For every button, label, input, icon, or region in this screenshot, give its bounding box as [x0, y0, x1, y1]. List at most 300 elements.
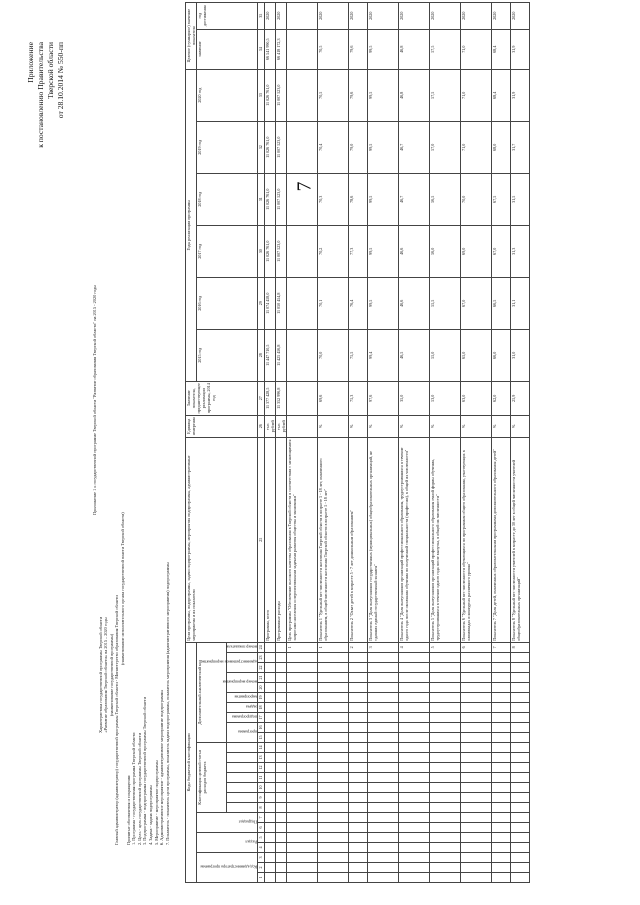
- header-csr-sub: [227, 763, 258, 773]
- row-year-value: 70,5: [318, 69, 349, 121]
- code-cell: [276, 642, 287, 652]
- code-cell: [492, 813, 511, 823]
- row-year-value: 46,6: [399, 277, 430, 329]
- appendix-line-3: Тверской области: [46, 42, 55, 99]
- code-cell: [276, 863, 287, 873]
- header-csr-sub: [227, 783, 258, 793]
- document-header: [92, 285, 170, 845]
- row-year-value: 77,3: [349, 225, 368, 277]
- header-year-3: 2017 год: [197, 225, 258, 277]
- code-cell: [492, 733, 511, 743]
- code-cell: [399, 653, 430, 663]
- row-name: Показатель 4 "Доля выпускников организаций профессионального образования, трудоустроившихся в течение одного года после окончания обучения по полученной специальности (профессии), в общей их численности": [399, 437, 430, 642]
- code-cell: [368, 653, 399, 663]
- row-target-year: 2020: [511, 2, 530, 29]
- code-cell: [461, 723, 492, 733]
- row-target: 71,0: [461, 29, 492, 69]
- code-cell: [318, 793, 349, 803]
- code-cell: [492, 763, 511, 773]
- column-number: 13: [258, 753, 265, 763]
- code-cell: [492, 713, 511, 723]
- row-year-value: 31,5: [511, 173, 530, 225]
- code-cell: [265, 683, 276, 693]
- code-cell: [430, 823, 461, 833]
- code-cell: 1: [287, 642, 318, 652]
- row-year-value: 65,0: [461, 329, 492, 381]
- code-cell: [492, 833, 511, 843]
- row-target-year: 2020: [461, 2, 492, 29]
- code-cell: [265, 693, 276, 703]
- code-cell: [492, 803, 511, 813]
- code-cell: [461, 753, 492, 763]
- row-base: 35,0: [399, 381, 430, 415]
- code-cell: [399, 863, 430, 873]
- row-year-value: 69,0: [461, 225, 492, 277]
- column-number: 32: [258, 121, 265, 173]
- row-year-value: 57,0: [430, 121, 461, 173]
- header-programma: программа: [227, 723, 258, 743]
- code-cell: [287, 753, 318, 763]
- code-cell: [399, 843, 430, 853]
- code-cell: [265, 863, 276, 873]
- code-cell: [287, 813, 318, 823]
- code-cell: 3: [368, 642, 399, 652]
- column-number: 4: [258, 843, 265, 853]
- row-year-value: 31,1: [511, 277, 530, 329]
- code-cell: [399, 673, 430, 683]
- row-year-value: 75,5: [349, 329, 368, 381]
- code-cell: [318, 723, 349, 733]
- code-cell: [349, 723, 368, 733]
- code-cell: [276, 733, 287, 743]
- row-year-value: 46,5: [399, 329, 430, 381]
- notes-3: 3. Подпрограмма - подпрограмма государственной программы Тверской области: [142, 697, 148, 845]
- code-cell: [368, 693, 399, 703]
- row-name: Цель программы "Обеспечение высокого качества образования в Тверской области в соответствии с меняющимися запросами населения и перспективными задачами развития общества и экономики": [287, 437, 318, 642]
- row-year-value: 11 007 523,0: [276, 225, 287, 277]
- row-year-value: 67,5: [492, 173, 511, 225]
- row-year-value: 99,5: [368, 173, 399, 225]
- code-cell: [349, 853, 368, 863]
- row-year-value: 46,7: [399, 173, 430, 225]
- code-cell: [511, 803, 530, 813]
- code-cell: [349, 873, 368, 883]
- code-cell: [265, 743, 276, 753]
- row-year-value: 68,4: [492, 69, 511, 121]
- code-cell: [461, 713, 492, 723]
- code-cell: [399, 813, 430, 823]
- row-year-value: 66,0: [492, 329, 511, 381]
- row-name: Показатель 7 "Доля детей, охваченных образовательными программами дополнительного образования детей": [492, 437, 511, 642]
- code-cell: [461, 693, 492, 703]
- code-cell: [492, 653, 511, 663]
- code-cell: [399, 783, 430, 793]
- row-base: 53,0: [430, 381, 461, 415]
- code-cell: [368, 733, 399, 743]
- code-cell: [265, 663, 276, 673]
- code-cell: [349, 673, 368, 683]
- code-cell: [492, 823, 511, 833]
- column-number: 2: [258, 863, 265, 873]
- row-target: 79,6: [349, 29, 368, 69]
- column-number: 15: [258, 733, 265, 743]
- header-adm: административное мероприятие: [227, 653, 258, 673]
- row-target-year: 2020: [399, 2, 430, 29]
- code-cell: [511, 703, 530, 713]
- row-year-value: 11 447 710,5: [265, 329, 276, 381]
- code-cell: [276, 743, 287, 753]
- row-name: Показатель 2 "Охват детей в возрасте 5 - 7 лет дошкольным образованием": [349, 437, 368, 642]
- row-year-value: 79,6: [349, 69, 368, 121]
- column-number: 16: [258, 723, 265, 733]
- code-cell: [399, 763, 430, 773]
- row-base: 75,3: [349, 381, 368, 415]
- code-cell: [265, 873, 276, 883]
- row-unit: [287, 415, 318, 437]
- code-cell: [511, 833, 530, 843]
- code-cell: [287, 693, 318, 703]
- code-cell: [399, 853, 430, 863]
- row-year-value: 31,0: [511, 329, 530, 381]
- header-year-5: 2019 год: [197, 121, 258, 173]
- row-unit: %: [349, 415, 368, 437]
- code-cell: [368, 683, 399, 693]
- code-cell: [287, 763, 318, 773]
- row-year-value: [287, 225, 318, 277]
- code-cell: [430, 673, 461, 683]
- row-year-value: 46,6: [399, 225, 430, 277]
- row-target: 31,9: [511, 29, 530, 69]
- row-target-year: 2020: [265, 2, 276, 29]
- row-target-year: 2020: [492, 2, 511, 29]
- code-cell: [492, 853, 511, 863]
- code-cell: [265, 853, 276, 863]
- row-year-value: 78,6: [349, 173, 368, 225]
- column-number: 24: [258, 642, 265, 652]
- row-year-value: 11 007 523,0: [276, 173, 287, 225]
- code-cell: [287, 843, 318, 853]
- header-target: Целевое (суммарное) значение показателя: [186, 2, 197, 69]
- header-dop: Дополнительный аналитический код: [197, 642, 227, 742]
- code-cell: [461, 673, 492, 683]
- code-cell: [461, 813, 492, 823]
- code-cell: [511, 813, 530, 823]
- code-cell: [349, 693, 368, 703]
- code-cell: [368, 863, 399, 873]
- row-base: 25,9: [511, 381, 530, 415]
- code-cell: [399, 803, 430, 813]
- column-number: 11: [258, 773, 265, 783]
- row-year-value: 11 074 458,0: [265, 277, 276, 329]
- column-number: 28: [258, 329, 265, 381]
- code-cell: [318, 713, 349, 723]
- row-target-year: [287, 2, 318, 29]
- row-year-value: [287, 173, 318, 225]
- code-cell: [287, 653, 318, 663]
- code-cell: [492, 703, 511, 713]
- row-unit: %: [430, 415, 461, 437]
- row-unit: %: [492, 415, 511, 437]
- code-cell: [276, 703, 287, 713]
- table-row: [399, 2, 430, 882]
- column-number: 20: [258, 683, 265, 693]
- code-cell: [287, 873, 318, 883]
- code-cell: [318, 823, 349, 833]
- row-target: 66 418 172,3: [276, 29, 287, 69]
- row-year-value: 99,5: [368, 121, 399, 173]
- header-csr-sub: [227, 803, 258, 813]
- row-target-year: 2020: [368, 2, 399, 29]
- row-target-year: 2020: [276, 2, 287, 29]
- code-cell: [430, 853, 461, 863]
- row-year-value: [287, 69, 318, 121]
- code-cell: [318, 853, 349, 863]
- notes-1: 1. Программа - государственная программа Тверской области: [131, 732, 137, 845]
- row-year-value: 11 007 523,0: [276, 121, 287, 173]
- code-cell: [430, 873, 461, 883]
- row-year-value: 11 007 523,0: [276, 69, 287, 121]
- code-cell: [511, 753, 530, 763]
- code-cell: [276, 803, 287, 813]
- code-cell: [287, 733, 318, 743]
- code-cell: [287, 673, 318, 683]
- row-year-value: 99,5: [368, 277, 399, 329]
- code-cell: [287, 853, 318, 863]
- header-line-a: Характеристика государственной программы Тверской области: [97, 616, 103, 734]
- code-cell: [276, 653, 287, 663]
- code-cell: [511, 853, 530, 863]
- row-unit: %: [461, 415, 492, 437]
- code-cell: [492, 843, 511, 853]
- code-cell: [368, 743, 399, 753]
- table-row: [511, 2, 530, 882]
- code-cell: [349, 743, 368, 753]
- code-cell: [318, 653, 349, 663]
- code-cell: [287, 683, 318, 693]
- header-meropr: мероприятие: [227, 693, 258, 703]
- header-line-b: «Развитие образования Тверской области» на 2015 – 2020 годы: [103, 617, 109, 733]
- code-cell: [511, 783, 530, 793]
- table-row: [368, 2, 399, 882]
- characteristics-table-wrap: [185, 2, 530, 883]
- column-number: 25: [258, 437, 265, 642]
- code-cell: 4: [399, 642, 430, 652]
- header-base: Значение показателя, предшествующее реализации программы, 2014 год: [186, 381, 258, 415]
- code-cell: [399, 663, 430, 673]
- header-unit: Единица измерения: [186, 415, 258, 437]
- code-cell: [492, 683, 511, 693]
- code-cell: [276, 713, 287, 723]
- appendix-line-1: Приложение: [26, 42, 35, 83]
- row-unit: %: [368, 415, 399, 437]
- code-cell: [318, 863, 349, 873]
- row-unit: тыс. рублей: [265, 415, 276, 437]
- notes-4: 4. Задача - задача подпрограммы: [147, 785, 153, 845]
- column-number: 33: [258, 69, 265, 121]
- code-cell: [461, 833, 492, 843]
- row-target-year: 2020: [349, 2, 368, 29]
- column-number: 19: [258, 693, 265, 703]
- code-cell: [430, 783, 461, 793]
- code-cell: [287, 783, 318, 793]
- row-year-value: 70,3: [318, 173, 349, 225]
- code-cell: [492, 783, 511, 793]
- code-cell: [492, 663, 511, 673]
- header-title: Приложение 1 к государственной программе Тверской области "Развитие образования Тверской области" на 2015 - 2020 годы: [92, 284, 97, 515]
- code-cell: [368, 773, 399, 783]
- code-cell: [399, 723, 430, 733]
- header-zadacha: задача: [227, 703, 258, 713]
- row-year-value: 67,0: [492, 225, 511, 277]
- row-year-value: 66,5: [492, 277, 511, 329]
- code-cell: [430, 663, 461, 673]
- code-cell: [511, 663, 530, 673]
- code-cell: [276, 683, 287, 693]
- code-cell: [265, 653, 276, 663]
- code-cell: [349, 793, 368, 803]
- header-year-6: 2020 год: [197, 69, 258, 121]
- code-cell: [349, 783, 368, 793]
- code-cell: [511, 763, 530, 773]
- code-cell: [461, 823, 492, 833]
- code-cell: [318, 753, 349, 763]
- column-number: 1: [258, 873, 265, 883]
- code-cell: [368, 833, 399, 843]
- code-cell: [492, 693, 511, 703]
- code-cell: [461, 663, 492, 673]
- notes-7: 7. Показатель - показатель цели программы, показатель задачи подпрограммы, показатель мероприятия (административного мероприятия) подпрограммы: [164, 562, 170, 845]
- code-cell: [430, 723, 461, 733]
- row-year-value: 99,5: [368, 69, 399, 121]
- column-number: 27: [258, 381, 265, 415]
- code-cell: [318, 773, 349, 783]
- code-cell: [461, 703, 492, 713]
- code-cell: [511, 683, 530, 693]
- column-number: 29: [258, 277, 265, 329]
- column-number: 8: [258, 803, 265, 813]
- code-cell: [276, 663, 287, 673]
- code-cell: [349, 733, 368, 743]
- code-cell: [399, 743, 430, 753]
- row-name: Показатель 5 "Доля выпускников организаций профессионального образования очной формы обучения, трудоустроившихся в течение одного года после выпуска, в общей их численности": [430, 437, 461, 642]
- code-cell: [276, 773, 287, 783]
- code-cell: [430, 703, 461, 713]
- row-year-value: 68,0: [492, 121, 511, 173]
- header-line-c: (наименование государственной программы): [108, 633, 114, 717]
- code-cell: [461, 863, 492, 873]
- row-year-value: 31,7: [511, 121, 530, 173]
- row-year-value: 70,1: [318, 277, 349, 329]
- code-cell: [276, 873, 287, 883]
- header-name: Цели программы, подпрограммы, задачи подпрограммы, мероприятия подпрограммы, административные мероприятия и их показатели: [186, 437, 258, 642]
- code-cell: 8: [511, 642, 530, 652]
- code-cell: [287, 723, 318, 733]
- code-cell: 6: [461, 642, 492, 652]
- code-cell: [511, 673, 530, 683]
- code-cell: [368, 823, 399, 833]
- row-year-value: 76,4: [349, 277, 368, 329]
- code-cell: [492, 793, 511, 803]
- row-year-value: [287, 277, 318, 329]
- code-cell: [349, 843, 368, 853]
- row-year-value: [287, 121, 318, 173]
- row-target-year: 2020: [430, 2, 461, 29]
- header-year-1: 2015 год: [197, 329, 258, 381]
- row-target: 57,5: [430, 29, 461, 69]
- code-cell: [430, 753, 461, 763]
- row-year-value: 11 425 456,8: [276, 329, 287, 381]
- code-cell: [399, 683, 430, 693]
- row-year-value: 56,5: [430, 173, 461, 225]
- code-cell: [276, 693, 287, 703]
- code-cell: [318, 803, 349, 813]
- row-year-value: 31,3: [511, 225, 530, 277]
- column-number: 9: [258, 793, 265, 803]
- code-cell: [399, 713, 430, 723]
- row-unit: %: [511, 415, 530, 437]
- code-cell: [318, 693, 349, 703]
- code-cell: [461, 773, 492, 783]
- code-cell: [265, 813, 276, 823]
- code-cell: [511, 873, 530, 883]
- column-number: 14: [258, 743, 265, 753]
- code-cell: [349, 763, 368, 773]
- row-year-value: 11 026 761,0: [265, 69, 276, 121]
- code-cell: [461, 683, 492, 693]
- appendix-block: [26, 42, 66, 148]
- code-cell: [399, 833, 430, 843]
- code-cell: [265, 763, 276, 773]
- row-base: [287, 381, 318, 415]
- code-cell: [511, 743, 530, 753]
- code-cell: [511, 823, 530, 833]
- table-row: [265, 2, 276, 882]
- appendix-line-2: к постановлению Правительства: [36, 42, 45, 148]
- column-number: 21: [258, 673, 265, 683]
- code-cell: [287, 773, 318, 783]
- code-cell: [399, 823, 430, 833]
- code-cell: [265, 703, 276, 713]
- appendix-line-4: от 28.10.2014 № 550-пп: [56, 42, 65, 119]
- code-cell: [318, 683, 349, 693]
- header-codes: Коды бюджетной классификации: [186, 642, 197, 882]
- code-cell: [287, 743, 318, 753]
- code-cell: [265, 753, 276, 763]
- row-year-value: 11 026 761,0: [265, 121, 276, 173]
- header-admin: Код администратора программы: [197, 853, 258, 883]
- column-number: 35: [258, 2, 265, 29]
- row-target: 66 541 990,5: [265, 29, 276, 69]
- row-base: 63,0: [461, 381, 492, 415]
- code-cell: 2: [349, 642, 368, 652]
- code-cell: [430, 773, 461, 783]
- header-year-4: 2018 год: [197, 173, 258, 225]
- header-csr-sub: [227, 753, 258, 763]
- code-cell: [492, 873, 511, 883]
- column-number: 31: [258, 173, 265, 225]
- code-cell: [492, 743, 511, 753]
- row-base: 11 377 428,5: [265, 381, 276, 415]
- code-cell: [368, 713, 399, 723]
- code-cell: [318, 673, 349, 683]
- row-target: 99,5: [368, 29, 399, 69]
- code-cell: [265, 733, 276, 743]
- row-target: 70,5: [318, 29, 349, 69]
- header-line-d: Главный администратор (администратор) государственной программы Тверской области - Министерство образования Тверской области: [114, 595, 120, 845]
- row-year-value: 70,0: [318, 329, 349, 381]
- code-cell: [461, 783, 492, 793]
- row-year-value: 71,0: [461, 69, 492, 121]
